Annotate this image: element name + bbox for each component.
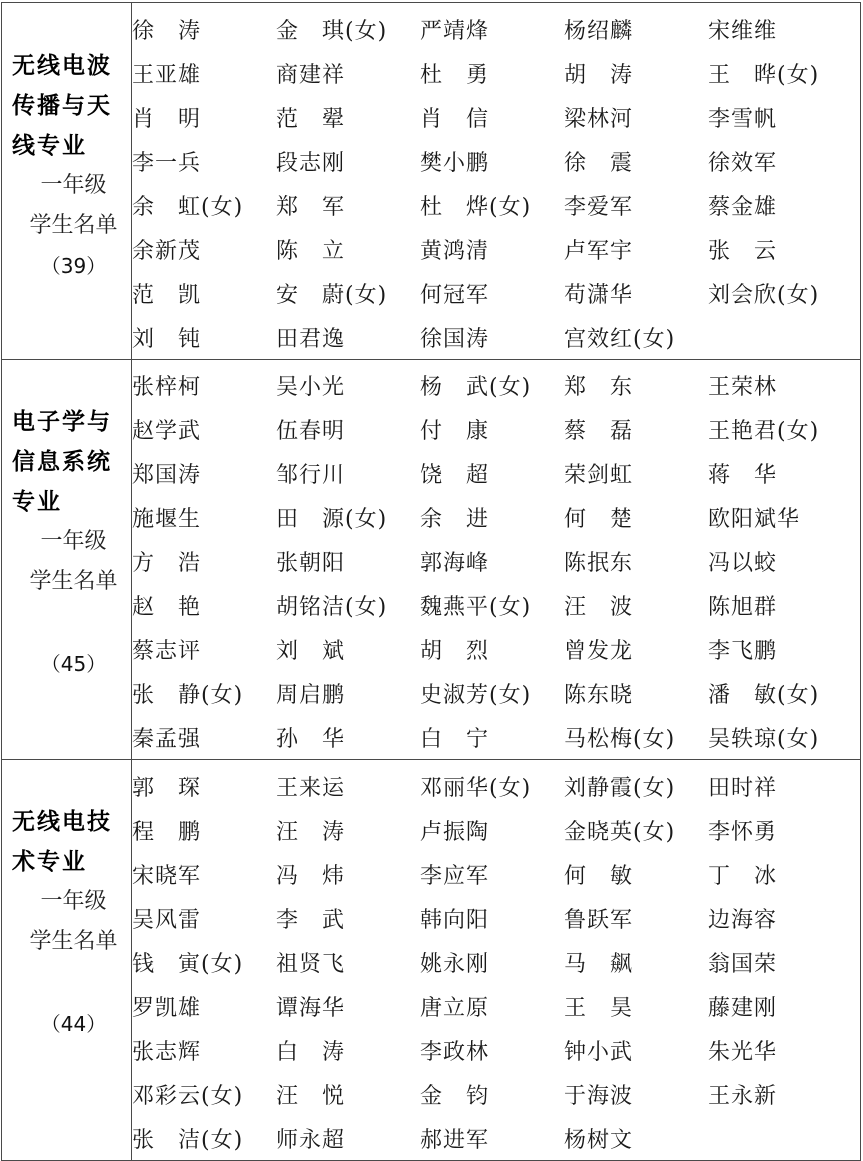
student-name: 胡 烈: [420, 638, 490, 664]
student-name: 伍春明: [276, 418, 346, 444]
section-label-cell: [2, 3, 132, 360]
student-name: 马 飙: [564, 951, 634, 977]
names-cell: [132, 3, 861, 360]
student-name: 余新茂: [132, 238, 202, 264]
student-name: 余 进: [420, 506, 490, 532]
student-name: 孙 华: [276, 726, 346, 752]
student-name: 卢振陶: [420, 819, 490, 845]
student-name: 胡 涛: [564, 62, 634, 88]
student-name: 钟小武: [564, 1039, 634, 1065]
student-name: 王 昊: [564, 995, 634, 1021]
student-name: 郭 琛: [132, 775, 202, 801]
student-name: 田时祥: [708, 775, 778, 801]
student-name: 张朝阳: [276, 550, 346, 576]
student-name: 郭海峰: [420, 550, 490, 576]
student-name: 郑 东: [564, 374, 634, 400]
student-name: 李雪帆: [708, 106, 778, 132]
student-name: 史淑芳(女): [420, 682, 532, 708]
student-name: 杜 烨(女): [420, 194, 532, 220]
names-cell: [132, 360, 861, 760]
student-name: 汪 波: [564, 594, 634, 620]
student-name: 冯 炜: [276, 863, 346, 889]
student-name: 郑国涛: [132, 462, 202, 488]
student-name: 梁林河: [564, 106, 634, 132]
student-name: 吴小光: [276, 374, 346, 400]
student-name: 何 楚: [564, 506, 634, 532]
student-name: 刘 钝: [132, 326, 202, 352]
student-name: 胡铭洁(女): [276, 594, 388, 620]
student-name: 余 虹(女): [132, 194, 244, 220]
student-name: 金 琪(女): [276, 18, 388, 44]
student-name: 李应军: [420, 863, 490, 889]
student-name: 田 源(女): [276, 506, 388, 532]
student-name: 赵 艳: [132, 594, 202, 620]
student-name: 曾发龙: [564, 638, 634, 664]
student-name: 陈旭群: [708, 594, 778, 620]
student-name: 宋维维: [708, 18, 778, 44]
student-name: 张梓柯: [132, 374, 202, 400]
student-name: 范 凯: [132, 282, 202, 308]
student-name: 张 云: [708, 238, 778, 264]
section-row: [2, 3, 861, 360]
student-name: 邹行川: [276, 462, 346, 488]
section-row: [2, 360, 861, 760]
student-name: 杜 勇: [420, 62, 490, 88]
student-name: 汪 涛: [276, 819, 346, 845]
student-name: 金晓英(女): [564, 819, 676, 845]
names-cell: [132, 760, 861, 1161]
major-name: 无线电技术专业: [12, 809, 112, 875]
student-name: 刘 斌: [276, 638, 346, 664]
student-name: 王亚雄: [132, 62, 202, 88]
student-name: 徐 震: [564, 150, 634, 176]
student-name: 郑 军: [276, 194, 346, 220]
student-name: 商建祥: [276, 62, 346, 88]
student-name: 钱 寅(女): [132, 951, 244, 977]
student-name: 方 浩: [132, 550, 202, 576]
student-name: 宫效红(女): [564, 326, 676, 352]
student-name: 魏燕平(女): [420, 594, 532, 620]
student-name: 陈东晓: [564, 682, 634, 708]
student-name: 杨 武(女): [420, 374, 532, 400]
student-name: 段志刚: [276, 150, 346, 176]
student-name: 吴轶琼(女): [708, 726, 820, 752]
student-name: 吴风雷: [132, 907, 202, 933]
student-name: 肖 明: [132, 106, 202, 132]
student-name: 潘 敏(女): [708, 682, 820, 708]
student-name: 张 静(女): [132, 682, 244, 708]
student-name: 姚永刚: [420, 951, 490, 977]
student-name: 何 敏: [564, 863, 634, 889]
student-name: 邓彩云(女): [132, 1083, 244, 1109]
student-name: 金 钧: [420, 1083, 490, 1109]
student-count: （45）: [40, 652, 107, 676]
student-name: 卢军宇: [564, 238, 634, 264]
student-name: 秦孟强: [132, 726, 202, 752]
student-name: 安 蔚(女): [276, 282, 388, 308]
student-name: 王荣林: [708, 374, 778, 400]
student-name: 李政林: [420, 1039, 490, 1065]
student-name: 韩向阳: [420, 907, 490, 933]
student-name: 白 宁: [420, 726, 490, 752]
student-name: 黄鸿清: [420, 238, 490, 264]
student-count: （44）: [40, 1012, 107, 1036]
list-title: 学生名单: [29, 929, 118, 954]
student-name: 荣剑虹: [564, 462, 634, 488]
names-grid: [132, 360, 860, 759]
student-name: 师永超: [276, 1127, 346, 1153]
student-name: 祖贤飞: [276, 951, 346, 977]
names-grid: [132, 3, 860, 359]
student-name: 张 洁(女): [132, 1127, 244, 1153]
student-count: （39）: [40, 254, 107, 278]
list-title: 学生名单: [29, 569, 118, 594]
student-name: 肖 信: [420, 106, 490, 132]
student-name: 李怀勇: [708, 819, 778, 845]
student-name: 何冠军: [420, 282, 490, 308]
student-name: 赵学武: [132, 418, 202, 444]
student-name: 王来运: [276, 775, 346, 801]
student-name: 宋晓军: [132, 863, 202, 889]
student-name: 蔡金雄: [708, 194, 778, 220]
student-name: 刘会欣(女): [708, 282, 820, 308]
major-name: 无线电波传播与天线专业: [12, 53, 112, 159]
student-name: 蔡志评: [132, 638, 202, 664]
section-row: [2, 760, 861, 1161]
student-name: 施堰生: [132, 506, 202, 532]
major-name: 电子学与信息系统专业: [12, 409, 112, 515]
grade-label: 一年级: [40, 529, 107, 554]
student-name: 边海容: [708, 907, 778, 933]
student-name: 张志辉: [132, 1039, 202, 1065]
student-name: 鲁跃军: [564, 907, 634, 933]
student-name: 周启鹏: [276, 682, 346, 708]
grade-label: 一年级: [40, 173, 107, 198]
section-label-cell: [2, 360, 132, 760]
student-name: 刘静霞(女): [564, 775, 676, 801]
student-name: 杨树文: [564, 1127, 634, 1153]
student-name: 苟潇华: [564, 282, 634, 308]
student-name: 田君逸: [276, 326, 346, 352]
student-name: 樊小鹏: [420, 150, 490, 176]
student-name: 于海波: [564, 1083, 634, 1109]
student-name: 丁 冰: [708, 863, 778, 889]
student-name: 徐效军: [708, 150, 778, 176]
student-name: 杨绍麟: [564, 18, 634, 44]
student-name: 饶 超: [420, 462, 490, 488]
student-name: 郝进军: [420, 1127, 490, 1153]
student-name: 唐立原: [420, 995, 490, 1021]
student-name: 李飞鹏: [708, 638, 778, 664]
student-name: 陈抿东: [564, 550, 634, 576]
student-name: 白 涛: [276, 1039, 346, 1065]
student-name: 徐国涛: [420, 326, 490, 352]
student-name: 邓丽华(女): [420, 775, 532, 801]
student-name: 程 鹏: [132, 819, 202, 845]
student-name: 谭海华: [276, 995, 346, 1021]
section-label-cell: [2, 760, 132, 1161]
student-name: 朱光华: [708, 1039, 778, 1065]
student-roster-table: [1, 2, 861, 1161]
student-name: 徐 涛: [132, 18, 202, 44]
student-name: 冯以蛟: [708, 550, 778, 576]
student-name: 藤建刚: [708, 995, 778, 1021]
student-name: 翁国荣: [708, 951, 778, 977]
names-grid: [132, 760, 860, 1160]
student-name: 严靖烽: [420, 18, 490, 44]
student-name: 蒋 华: [708, 462, 778, 488]
list-title: 学生名单: [29, 213, 118, 238]
student-name: 李爱军: [564, 194, 634, 220]
student-name: 范 翚: [276, 106, 346, 132]
student-name: 李一兵: [132, 150, 202, 176]
student-name: 王永新: [708, 1083, 778, 1109]
grade-label: 一年级: [40, 889, 107, 914]
student-name: 汪 悦: [276, 1083, 346, 1109]
student-name: 欧阳斌华: [708, 506, 801, 532]
student-name: 王艳君(女): [708, 418, 820, 444]
student-name: 蔡 磊: [564, 418, 634, 444]
student-name: 罗凯雄: [132, 995, 202, 1021]
student-name: 付 康: [420, 418, 490, 444]
student-name: 李 武: [276, 907, 346, 933]
student-name: 陈 立: [276, 238, 346, 264]
student-name: 马松梅(女): [564, 726, 676, 752]
student-name: 王 晔(女): [708, 62, 820, 88]
